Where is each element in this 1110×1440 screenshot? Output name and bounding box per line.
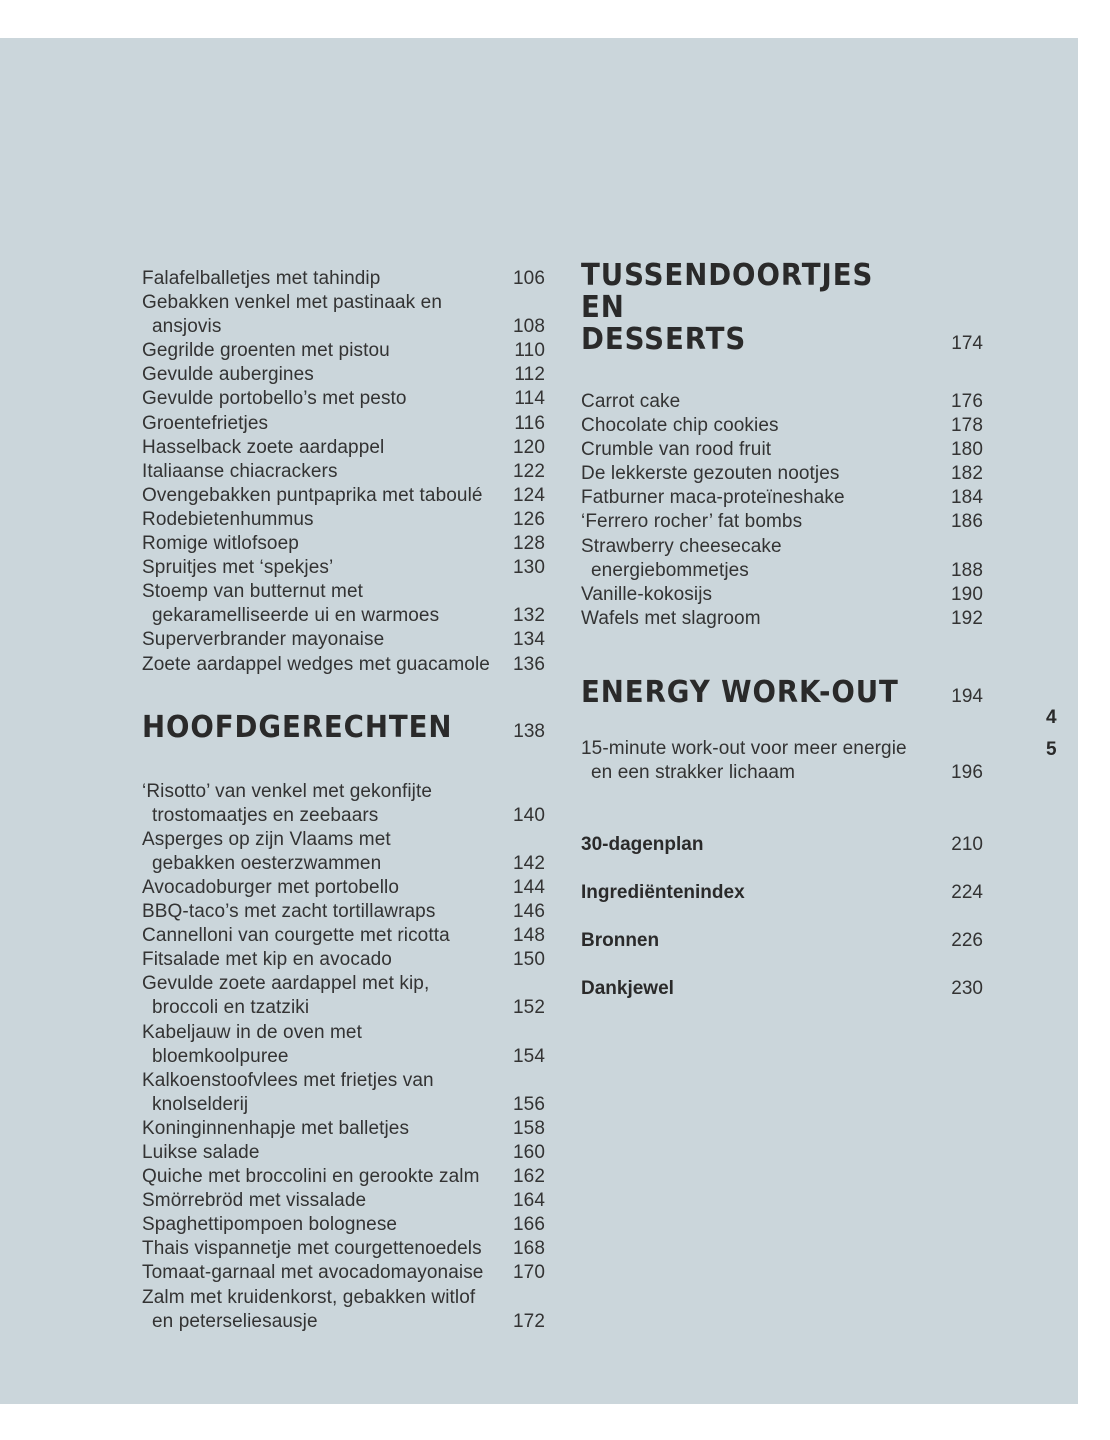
title-continuation: gebakken oesterzwammen [152,852,382,874]
toc-entry[interactable] [142,1165,545,1189]
toc-entry[interactable] [142,532,545,556]
toc-entry[interactable] [142,972,545,1020]
back-matter-page: 224 [951,882,983,904]
toc-entry-page: 184 [950,487,983,509]
toc-entry-page: 182 [950,463,983,485]
title-line: Zalm met kruidenkorst, gebakken witlof [142,1286,476,1308]
title-continuation: en peterseliesausje [152,1310,318,1332]
toc-entry-page: 156 [512,1093,545,1115]
title-line: Strawberry cheesecake [581,535,782,557]
title-line: Crumble van rood fruit [581,439,772,461]
toc-entry[interactable] [142,1141,545,1165]
title-line: Wafels met slagroom [581,607,761,629]
back-matter-title: 30-dagenplan [581,834,704,856]
title-line: Gevulde aubergines [142,364,314,386]
title-line: BBQ-taco’s met zacht tortillawraps [142,901,436,923]
toc-entry-page: 154 [512,1045,545,1067]
title-line: Spruitjes met ‘spekjes’ [142,557,334,579]
toc-entry[interactable] [142,1213,545,1237]
toc-entry-page: 146 [512,901,545,923]
toc-entry-title [142,1069,509,1117]
title-line: Groentefrietjes [142,412,269,434]
title-line: 15-minute work-out voor meer energie [581,737,907,759]
toc-entry-title [142,339,510,363]
toc-entry[interactable] [142,948,545,972]
toc-entry-page: 164 [512,1190,545,1212]
toc-entry[interactable] [142,339,545,363]
section-heading-text: ENERGY WORK-OUT [581,674,899,710]
toc-entry-title [581,438,947,462]
title-line: Gebakken venkel met pastinaak en [142,292,442,314]
title-line: Kalkoenstoofvlees met frietjes van [142,1069,434,1091]
toc-entry[interactable] [142,580,545,628]
toc-entry-title [581,583,947,607]
title-continuation: energiebommetjes [591,559,749,581]
back-matter-page: 210 [951,834,983,856]
toc-entry-title [142,900,509,924]
toc-entry-page: 134 [512,629,545,651]
toc-entry-title [142,780,509,828]
toc-entry-page: 162 [512,1166,545,1188]
title-line: Italiaanse chiacrackers [142,460,338,482]
folio-left-page: 4 [1046,707,1057,728]
toc-entry-page: 180 [950,439,983,461]
toc-entry-page: 168 [512,1238,545,1260]
toc-entry[interactable] [142,387,545,411]
toc-entry[interactable] [142,876,545,900]
toc-entry[interactable] [142,924,545,948]
title-line: Tomaat-garnaal met avocadomayonaise [142,1262,484,1284]
toc-entry-title [581,486,947,510]
toc-entry-title [142,924,509,948]
toc-entry[interactable] [142,436,545,460]
toc-entry[interactable] [142,900,545,924]
toc-entry-title [142,1261,509,1285]
toc-entry-title [142,1021,509,1069]
section-page-number: 194 [951,685,983,707]
toc-entry-page: 128 [512,533,545,555]
toc-entry-page: 120 [512,436,545,458]
toc-entry-title [142,1117,509,1141]
toc-entry[interactable] [142,1021,545,1069]
toc-entry[interactable] [581,462,983,486]
toc-entry-title [142,1237,509,1261]
toc-entry-page: 116 [514,412,545,434]
toc-entry-page: 130 [512,557,545,579]
toc-entry-title [581,462,947,486]
back-matter-title: Ingrediëntenindex [581,882,745,904]
toc-entry[interactable] [142,1069,545,1117]
toc-entry-title [142,876,509,900]
title-line: ‘Risotto’ van venkel met gekonfijte [142,780,433,802]
folio-right-page: 5 [1046,739,1057,760]
title-line: Fatburner maca-proteïneshake [581,487,845,509]
toc-entry-page: 148 [512,925,545,947]
heading-line-1: TUSSENDOORTJES EN [581,258,874,325]
back-matter-entry[interactable] [581,977,983,1001]
toc-list-desserts [581,390,983,631]
toc-entry-page: 114 [514,388,545,410]
toc-entry-title [581,607,947,631]
toc-entry-title [142,387,510,411]
toc-entry[interactable] [142,267,545,291]
toc-entry-page: 122 [512,460,545,482]
toc-entry[interactable] [581,607,983,631]
toc-entry-title [142,532,509,556]
toc-entry-title [581,510,947,534]
title-line: Ovengebakken puntpaprika met taboulé [142,484,483,506]
back-matter-page: 226 [951,930,983,952]
toc-entry[interactable] [142,363,545,387]
toc-entry-title [142,972,509,1020]
toc-entry-title [142,653,509,677]
toc-entry-page: 152 [512,997,545,1019]
toc-entry[interactable] [581,737,983,785]
toc-left-column [142,267,545,1334]
title-line: Vanille-kokosijs [581,583,713,605]
toc-entry-title [142,1189,509,1213]
toc-entry[interactable] [581,414,983,438]
toc-entry-title [142,484,509,508]
toc-entry-title [142,628,509,652]
toc-entry[interactable] [581,535,983,583]
title-line: Kabeljauw in de oven met [142,1021,362,1043]
toc-entry-page: 108 [512,316,545,338]
toc-entry[interactable] [142,628,545,652]
toc-entry[interactable] [581,510,983,534]
toc-entry[interactable] [581,583,983,607]
toc-list-hoofdgerechten [142,780,545,1334]
toc-entry[interactable] [142,1286,545,1334]
toc-entry-page: 176 [950,391,983,412]
title-line: Gevulde portobello’s met pesto [142,388,407,410]
toc-entry[interactable] [142,828,545,876]
title-line: Koninginnenhapje met balletjes [142,1117,410,1139]
toc-entry-page: 158 [512,1117,545,1139]
title-continuation: knolselderij [152,1093,249,1115]
title-line: Asperges op zijn Vlaams met [142,828,391,850]
toc-entry-page: 132 [512,605,545,627]
toc-list-intro [142,267,545,677]
title-line: Avocadoburger met portobello [142,876,399,898]
toc-entry-page: 186 [950,511,983,533]
toc-entry-title [581,414,947,438]
toc-entry-page: 110 [514,340,545,362]
title-line: Zoete aardappel wedges met guacamole [142,653,490,675]
toc-entry-title [142,363,510,387]
title-line: Chocolate chip cookies [581,415,779,437]
toc-entry-title [142,1213,509,1237]
title-continuation: broccoli en tzatziki [152,997,310,1019]
toc-entry-page: 150 [512,949,545,971]
section-heading-desserts[interactable] [581,260,983,356]
toc-entry-page: 142 [512,852,545,874]
title-line: Gegrilde groenten met pistou [142,340,390,362]
title-line: Thais vispannetje met courgettenoedels [142,1238,482,1260]
toc-entry[interactable] [142,508,545,532]
toc-back-matter [581,833,983,1001]
toc-entry[interactable] [142,412,545,436]
heading-line-2: DESSERTS [581,322,747,357]
toc-entry-title [142,508,509,532]
toc-entry[interactable] [142,653,545,677]
section-heading-text [581,260,922,356]
toc-entry-title [581,737,947,785]
toc-entry-title [142,1141,509,1165]
title-line: Luikse salade [142,1142,260,1163]
back-matter-page: 230 [951,978,983,1000]
section-page-number: 138 [513,720,545,742]
title-line: Romige witlofsoep [142,533,299,555]
title-line: Rodebietenhummus [142,508,314,530]
title-line: Cannelloni van courgette met ricotta [142,925,450,947]
toc-entry-title [142,948,509,972]
toc-entry-title [142,1165,509,1189]
toc-entry-title [142,1286,509,1334]
toc-entry[interactable] [142,1189,545,1213]
title-line: Hasselback zoete aardappel [142,436,385,458]
toc-entry[interactable] [142,1237,545,1261]
section-page-number: 174 [951,333,983,354]
toc-entry-title [142,828,509,876]
toc-entry-title [581,390,947,414]
toc-entry-page: 144 [512,876,545,898]
section-heading-workout[interactable] [581,674,983,710]
back-matter-entry[interactable] [581,881,983,905]
title-continuation: ansjovis [152,316,222,338]
toc-right-column [581,260,983,1025]
title-line: ‘Ferrero rocher’ fat bombs [581,511,803,533]
toc-list-workout [581,737,983,785]
back-matter-entry[interactable] [581,833,983,857]
title-continuation: trostomaatjes en zeebaars [152,804,379,826]
back-matter-entry[interactable] [581,929,983,953]
toc-entry[interactable] [581,486,983,510]
title-line: Quiche met broccolini en gerookte zalm [142,1166,480,1188]
title-continuation: gekaramelliseerde ui en warmoes [152,605,440,627]
toc-entry[interactable] [142,291,545,339]
toc-entry-title [142,291,509,339]
title-line: Fitsalade met kip en avocado [142,949,392,971]
title-line: Smörrebröd met vissalade [142,1190,367,1212]
back-matter-title: Dankjewel [581,978,674,1000]
toc-entry-page: 136 [512,653,545,675]
toc-entry-page: 124 [512,484,545,506]
toc-entry-title [142,436,509,460]
toc-entry-page: 196 [950,762,983,784]
toc-entry-page: 106 [512,268,545,289]
toc-entry-title [142,580,509,628]
title-line: Stoemp van butternut met [142,581,364,603]
toc-entry[interactable] [142,460,545,484]
toc-entry-page: 170 [512,1262,545,1284]
toc-entry[interactable] [142,484,545,508]
title-line: Gevulde zoete aardappel met kip, [142,973,430,995]
toc-entry-page: 126 [512,508,545,530]
title-line: De lekkerste gezouten nootjes [581,463,840,485]
toc-entry-page: 112 [514,364,545,386]
title-line: Spaghettipompoen bolognese [142,1214,398,1236]
toc-entry-title [142,267,509,291]
section-heading-text: HOOFDGERECHTEN [142,709,453,745]
title-continuation: bloemkoolpuree [152,1045,289,1067]
toc-entry-page: 140 [512,804,545,826]
toc-entry[interactable] [581,390,983,414]
toc-entry-title [142,556,509,580]
title-line: Falafelballetjes met tahindip [142,268,381,289]
toc-entry[interactable] [142,1117,545,1141]
title-line: Superverbrander mayonaise [142,629,385,651]
toc-entry[interactable] [142,780,545,828]
toc-entry-page: 172 [512,1310,545,1332]
toc-entry-page: 166 [512,1214,545,1236]
toc-entry-page: 192 [950,607,983,629]
title-line: Carrot cake [581,391,681,412]
toc-entry-page: 188 [950,559,983,581]
toc-entry[interactable] [142,1261,545,1285]
section-heading-hoofdgerechten[interactable] [142,709,545,745]
toc-entry-page: 178 [950,415,983,437]
toc-entry-page: 160 [512,1142,545,1163]
back-matter-title: Bronnen [581,930,660,952]
toc-entry-title [581,535,947,583]
toc-entry-title [142,412,510,436]
toc-entry[interactable] [142,556,545,580]
toc-entry[interactable] [581,438,983,462]
toc-entry-title [142,460,509,484]
toc-entry-page: 190 [950,583,983,605]
title-continuation: en een strakker lichaam [591,762,796,784]
